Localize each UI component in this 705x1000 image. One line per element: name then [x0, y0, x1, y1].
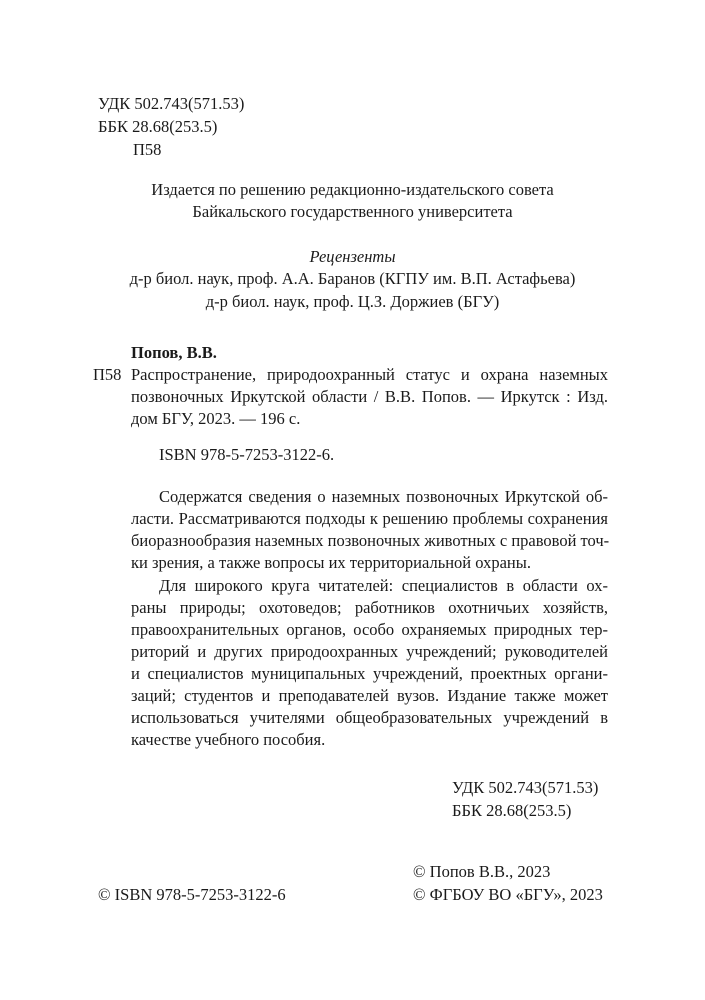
abstract-line: биоразнообразия наземных позвоночных животных с правовой точ-	[131, 531, 610, 550]
abstract-line: ки зрения, а также вопросы их территориальной охраны.	[131, 553, 531, 572]
reviewer-1: д-р биол. наук, проф. А.А. Баранов (КГПУ им. В.П. Астафьева)	[129, 269, 576, 288]
audience-line: раны природы; охотоведов; работников охотничьих хозяйств,	[131, 598, 608, 617]
audience-line: риторий и других природоохранных учреждений; руководителей	[131, 642, 608, 661]
audience-line: заций; студентов и преподавателей вузов. Издание также может	[131, 686, 608, 705]
isbn-record: ISBN 978-5-7253-3122-6.	[159, 445, 335, 464]
audience-line: правоохранительных органов, особо охраняемых природных тер-	[131, 620, 608, 639]
reviewer-2: д-р биол. наук, проф. Ц.З. Доржиев (БГУ)	[205, 292, 500, 311]
bibliographic-description	[131, 364, 608, 430]
audience-line: качестве учебного пособия.	[131, 730, 326, 749]
author-heading: Попов, В.В.	[131, 343, 217, 362]
bib-line-1: Распространение, природоохранный статус и охрана наземных	[131, 365, 608, 384]
bbk-code-top: ББК 28.68(253.5)	[98, 117, 218, 136]
council-line-2: Байкальского государственного университета	[192, 202, 513, 221]
abstract-paragraph-2	[131, 575, 608, 751]
udk-code-bottom: УДК 502.743(571.53)	[452, 778, 599, 797]
author-sign: П58	[93, 365, 122, 384]
udk-code-top: УДК 502.743(571.53)	[98, 94, 245, 113]
audience-line: использоваться учителями общеобразовательных учреждений в	[131, 708, 608, 727]
bbk-code-bottom: ББК 28.68(253.5)	[452, 801, 572, 820]
copyright-isbn: © ISBN 978-5-7253-3122-6	[98, 885, 286, 904]
reviewers-title: Рецензенты	[309, 247, 396, 266]
council-line-1: Издается по решению редакционно-издательского совета	[151, 180, 554, 199]
abstract-line: Содержатся сведения о наземных позвоночных Иркутской об-	[159, 487, 608, 506]
copyright-publisher: © ФГБОУ ВО «БГУ», 2023	[413, 885, 603, 904]
bib-line-3: дом БГУ, 2023. — 196 с.	[131, 409, 301, 428]
author-sign-top: П58	[133, 140, 162, 159]
audience-line: и специалистов муниципальных учреждений, проектных органи-	[131, 664, 608, 683]
copyright-author: © Попов В.В., 2023	[413, 862, 551, 881]
abstract-line: ласти. Рассматриваются подходы к решению проблемы сохранения	[131, 509, 608, 528]
bib-line-2: позвоночных Иркутской области / В.В. Попов. — Иркутск : Изд.	[131, 387, 608, 406]
audience-line: Для широкого круга читателей: специалистов в области ох-	[159, 576, 608, 595]
abstract-paragraph-1	[131, 486, 608, 574]
